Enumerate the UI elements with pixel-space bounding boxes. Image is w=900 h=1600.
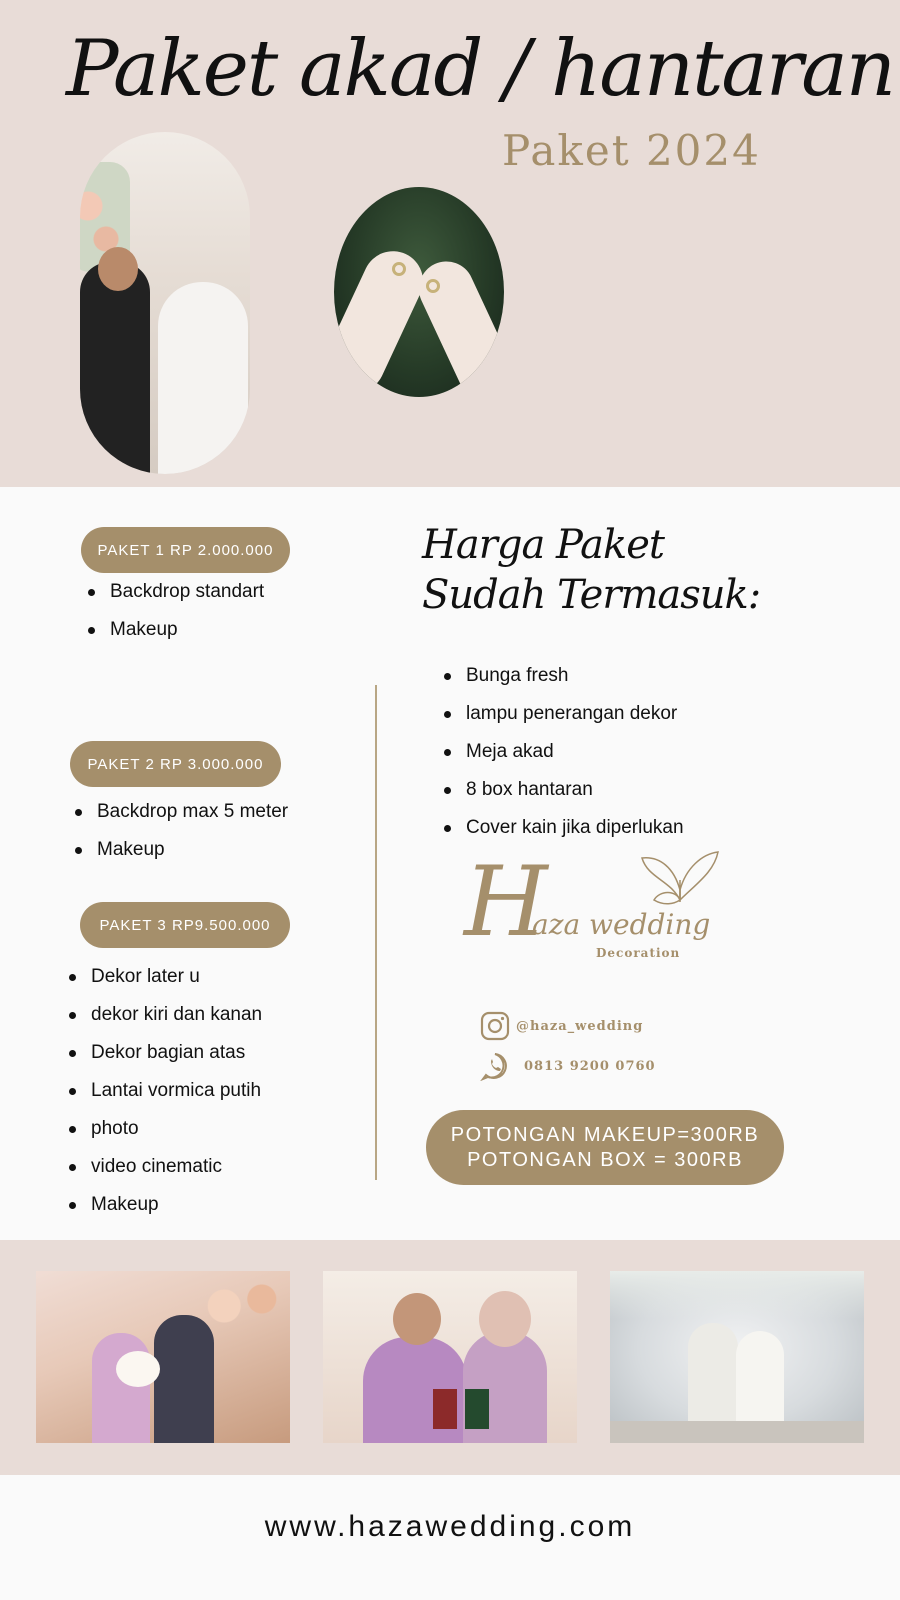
list-item: lampu penerangan dekor: [444, 695, 684, 733]
discount-line2: POTONGAN BOX = 300RB: [467, 1148, 743, 1171]
package-1-list: [88, 573, 264, 649]
groom-figure: [688, 1323, 738, 1423]
list-item: Cover kain jika diperlukan: [444, 809, 684, 847]
groom-head: [393, 1293, 441, 1345]
bride-figure: [736, 1331, 784, 1423]
list-item: Backdrop standart: [88, 573, 264, 611]
page-title: Paket akad / hantaran: [66, 24, 894, 114]
page-subtitle: Paket 2024: [502, 126, 761, 175]
bride-head: [479, 1291, 531, 1347]
vertical-divider: [375, 685, 377, 1180]
logo-subtitle: Decoration: [596, 946, 681, 960]
included-list: [444, 657, 684, 847]
list-item: photo: [69, 1110, 262, 1148]
rings-photo: [334, 187, 504, 397]
included-heading-line1: Harga Paket: [422, 522, 664, 568]
phone-number: 0813 9200 0760: [524, 1058, 656, 1074]
whatsapp-icon: [480, 1051, 510, 1081]
list-item: Makeup: [69, 1186, 262, 1224]
discount-badge: [426, 1110, 784, 1185]
logo-name: aza wedding: [532, 908, 711, 941]
package-3-list: [69, 958, 262, 1224]
package-3-badge: PAKET 3 RP9.500.000: [80, 902, 290, 948]
ring-left: [392, 262, 406, 276]
list-item: Backdrop max 5 meter: [75, 793, 288, 831]
instagram-contact[interactable]: [480, 1011, 643, 1041]
bouquet: [116, 1351, 160, 1387]
whatsapp-contact[interactable]: [480, 1051, 656, 1081]
list-item: Bunga fresh: [444, 657, 684, 695]
included-heading: [422, 520, 842, 620]
instagram-handle: @haza_wedding: [516, 1018, 644, 1034]
included-heading-line2: Sudah Termasuk:: [422, 572, 761, 618]
bride-figure: [92, 1333, 150, 1443]
list-item: Makeup: [75, 831, 288, 869]
website-link[interactable]: www.hazawedding.com: [264, 1510, 636, 1543]
list-item: Dekor bagian atas: [69, 1034, 262, 1072]
floor: [610, 1421, 864, 1443]
groom-head: [98, 247, 138, 291]
gallery-photo-2: [323, 1271, 577, 1443]
gallery-photo-3: [610, 1271, 864, 1443]
ring-right: [426, 279, 440, 293]
gallery-photo-1: [36, 1271, 290, 1443]
butterfly-icon: [640, 850, 720, 910]
bride-figure: [158, 282, 248, 474]
marriage-book-green: [465, 1389, 489, 1429]
package-2-list: [75, 793, 288, 869]
instagram-icon: [480, 1011, 510, 1041]
list-item: Dekor later u: [69, 958, 262, 996]
discount-line1: POTONGAN MAKEUP=300RB: [450, 1123, 760, 1146]
flower-decor: [610, 1271, 864, 1319]
list-item: dekor kiri dan kanan: [69, 996, 262, 1034]
flower-decor: [196, 1271, 290, 1341]
package-1-badge: PAKET 1 RP 2.000.000: [81, 527, 290, 573]
list-item: Makeup: [88, 611, 264, 649]
list-item: Lantai vormica putih: [69, 1072, 262, 1110]
package-2-badge: PAKET 2 RP 3.000.000: [70, 741, 281, 787]
groom-figure: [80, 262, 150, 474]
logo-letter: H: [464, 846, 548, 958]
left-hand: [334, 241, 433, 397]
list-item: 8 box hantaran: [444, 771, 684, 809]
list-item: video cinematic: [69, 1148, 262, 1186]
list-item: Meja akad: [444, 733, 684, 771]
marriage-book-red: [433, 1389, 457, 1429]
right-hand: [410, 252, 504, 397]
couple-photo: [80, 132, 250, 474]
haza-wedding-logo: [462, 846, 732, 980]
